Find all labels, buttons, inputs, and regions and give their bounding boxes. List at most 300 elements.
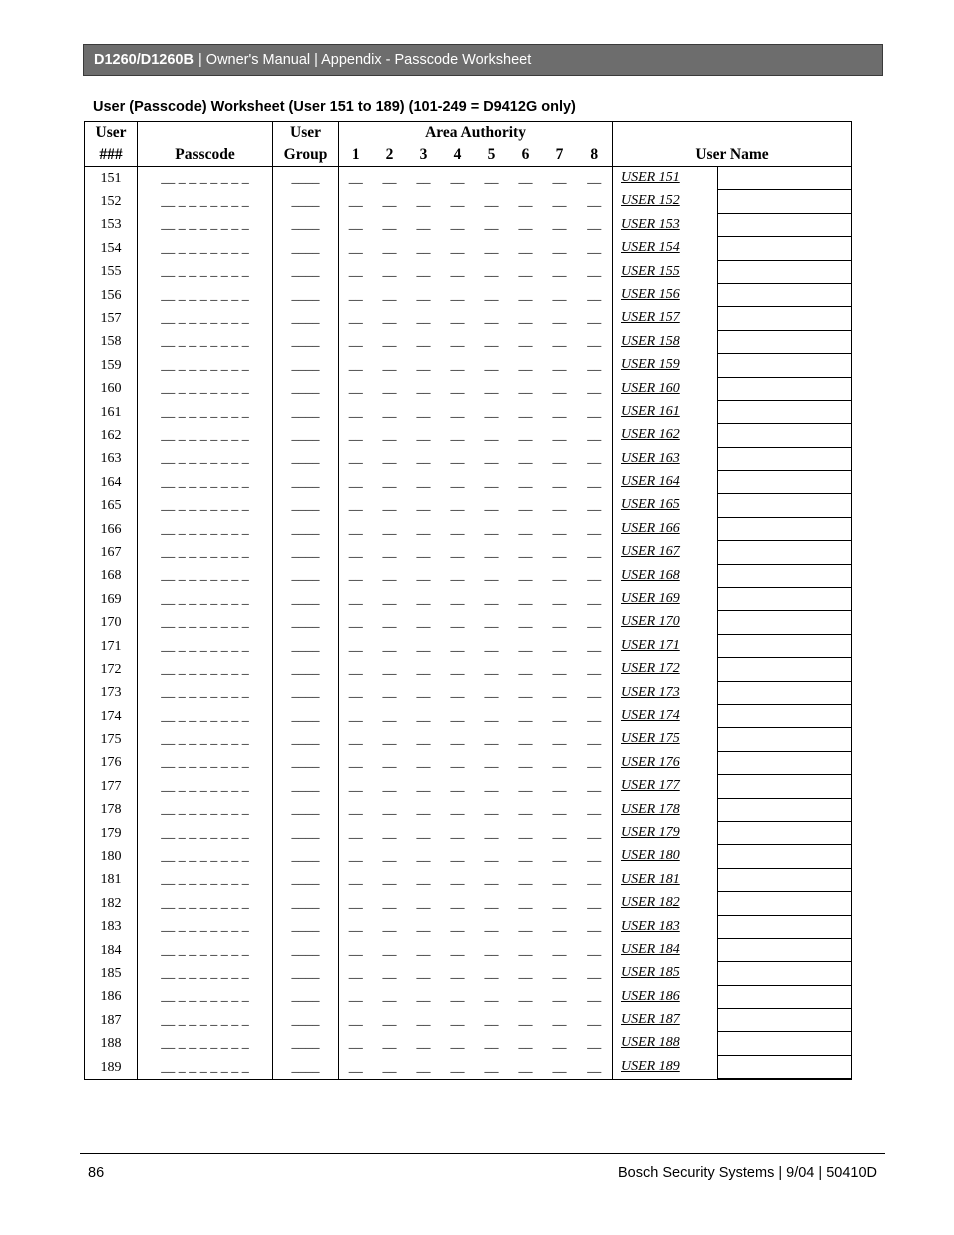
user-group-field[interactable]: ____: [273, 1009, 339, 1032]
area-4-field[interactable]: __: [450, 544, 465, 560]
area-5-field[interactable]: __: [484, 544, 499, 560]
user-name-entry-field[interactable]: [717, 447, 851, 471]
area-3-field[interactable]: __: [416, 357, 431, 373]
area-5-field[interactable]: __: [484, 1036, 499, 1052]
user-group-field[interactable]: ____: [273, 682, 339, 705]
area-7-field[interactable]: __: [552, 451, 567, 467]
user-group-field[interactable]: ____: [273, 822, 339, 845]
area-1-field[interactable]: __: [339, 307, 373, 330]
area-3-field[interactable]: __: [416, 498, 431, 514]
area-3-field[interactable]: __: [416, 427, 431, 443]
area-4-field[interactable]: __: [450, 240, 465, 256]
area-3-field[interactable]: __: [416, 264, 431, 280]
area-3-field[interactable]: __: [416, 615, 431, 631]
passcode-field[interactable]: [138, 284, 273, 307]
area-7-field[interactable]: __: [552, 825, 567, 841]
area-3-field[interactable]: __: [416, 591, 431, 607]
area-5-field[interactable]: __: [484, 240, 499, 256]
area-8-field[interactable]: __: [577, 237, 613, 260]
passcode-field[interactable]: [138, 845, 273, 868]
user-group-field[interactable]: ____: [273, 1056, 339, 1080]
area-4-field[interactable]: __: [450, 708, 465, 724]
area-7-field[interactable]: __: [552, 381, 567, 397]
area-7-field[interactable]: __: [552, 357, 567, 373]
area-4-field[interactable]: __: [450, 217, 465, 233]
area-7-field[interactable]: __: [552, 755, 567, 771]
area-4-field[interactable]: __: [450, 311, 465, 327]
area-8-field[interactable]: __: [577, 565, 613, 588]
area-8-field[interactable]: __: [577, 635, 613, 658]
area-4-field[interactable]: __: [450, 661, 465, 677]
area-1-field[interactable]: __: [339, 822, 373, 845]
area-1-field[interactable]: __: [339, 331, 373, 354]
area-7-field[interactable]: __: [552, 802, 567, 818]
area-7-field[interactable]: __: [552, 661, 567, 677]
passcode-field[interactable]: [138, 986, 273, 1009]
area-7-field[interactable]: __: [552, 170, 567, 186]
area-5-field[interactable]: __: [484, 498, 499, 514]
area-6-field[interactable]: __: [518, 965, 533, 981]
user-name-entry-field[interactable]: [717, 938, 851, 962]
area-4-field[interactable]: __: [450, 427, 465, 443]
passcode-field[interactable]: [138, 565, 273, 588]
area-3-field[interactable]: __: [416, 381, 431, 397]
area-3-field[interactable]: __: [416, 661, 431, 677]
area-1-field[interactable]: __: [339, 869, 373, 892]
area-5-field[interactable]: __: [484, 942, 499, 958]
area-1-field[interactable]: __: [339, 939, 373, 962]
passcode-field[interactable]: [138, 869, 273, 892]
area-7-field[interactable]: __: [552, 638, 567, 654]
area-7-field[interactable]: __: [552, 778, 567, 794]
user-group-field[interactable]: ____: [273, 611, 339, 634]
area-5-field[interactable]: __: [484, 685, 499, 701]
area-8-field[interactable]: __: [577, 284, 613, 307]
area-2-field[interactable]: __: [382, 825, 397, 841]
area-6-field[interactable]: __: [518, 474, 533, 490]
area-6-field[interactable]: __: [518, 732, 533, 748]
user-group-field[interactable]: ____: [273, 331, 339, 354]
passcode-field[interactable]: [138, 752, 273, 775]
area-4-field[interactable]: __: [450, 919, 465, 935]
area-8-field[interactable]: __: [577, 1009, 613, 1032]
user-group-field[interactable]: ____: [273, 799, 339, 822]
user-group-field[interactable]: ____: [273, 261, 339, 284]
passcode-field[interactable]: [138, 1009, 273, 1032]
area-5-field[interactable]: __: [484, 1012, 499, 1028]
user-name-entry-field[interactable]: [717, 307, 851, 331]
area-5-field[interactable]: __: [484, 755, 499, 771]
area-4-field[interactable]: __: [450, 474, 465, 490]
area-3-field[interactable]: __: [416, 287, 431, 303]
area-4-field[interactable]: __: [450, 965, 465, 981]
area-2-field[interactable]: __: [382, 544, 397, 560]
area-5-field[interactable]: __: [484, 708, 499, 724]
area-1-field[interactable]: __: [339, 752, 373, 775]
area-2-field[interactable]: __: [382, 311, 397, 327]
area-7-field[interactable]: __: [552, 427, 567, 443]
user-group-field[interactable]: ____: [273, 705, 339, 728]
passcode-field[interactable]: [138, 378, 273, 401]
user-name-entry-field[interactable]: [717, 751, 851, 775]
area-2-field[interactable]: __: [382, 474, 397, 490]
area-7-field[interactable]: __: [552, 732, 567, 748]
area-7-field[interactable]: __: [552, 264, 567, 280]
area-5-field[interactable]: __: [484, 217, 499, 233]
area-8-field[interactable]: __: [577, 869, 613, 892]
area-8-field[interactable]: __: [577, 986, 613, 1009]
area-8-field[interactable]: __: [577, 424, 613, 447]
area-6-field[interactable]: __: [518, 170, 533, 186]
area-2-field[interactable]: __: [382, 521, 397, 537]
user-name-entry-field[interactable]: [717, 634, 851, 658]
area-8-field[interactable]: __: [577, 448, 613, 471]
area-4-field[interactable]: __: [441, 1056, 475, 1080]
area-3-field[interactable]: __: [416, 989, 431, 1005]
area-2-field[interactable]: __: [382, 919, 397, 935]
area-3-field[interactable]: __: [416, 474, 431, 490]
area-8-field[interactable]: __: [577, 214, 613, 237]
area-2-field[interactable]: __: [382, 965, 397, 981]
area-3-field[interactable]: __: [416, 732, 431, 748]
area-5-field[interactable]: __: [484, 521, 499, 537]
user-name-entry-field[interactable]: [717, 470, 851, 494]
area-2-field[interactable]: __: [382, 498, 397, 514]
area-3-field[interactable]: __: [416, 404, 431, 420]
area-4-field[interactable]: __: [450, 825, 465, 841]
area-6-field[interactable]: __: [518, 778, 533, 794]
area-8-field[interactable]: __: [577, 682, 613, 705]
area-2-field[interactable]: __: [382, 264, 397, 280]
user-group-field[interactable]: ____: [273, 986, 339, 1009]
area-1-field[interactable]: __: [339, 728, 373, 751]
area-5-field[interactable]: __: [484, 802, 499, 818]
user-name-entry-field[interactable]: [717, 798, 851, 822]
area-1-field[interactable]: __: [339, 682, 373, 705]
area-3-field[interactable]: __: [416, 685, 431, 701]
passcode-field[interactable]: [138, 331, 273, 354]
user-name-entry-field[interactable]: [717, 400, 851, 424]
user-name-entry-field[interactable]: [717, 213, 851, 237]
area-4-field[interactable]: __: [450, 615, 465, 631]
passcode-field[interactable]: [138, 494, 273, 517]
area-6-field[interactable]: __: [518, 404, 533, 420]
area-2-field[interactable]: __: [382, 591, 397, 607]
area-2-field[interactable]: __: [382, 451, 397, 467]
user-group-field[interactable]: ____: [273, 588, 339, 611]
area-7-field[interactable]: __: [552, 708, 567, 724]
user-group-field[interactable]: ____: [273, 214, 339, 237]
user-name-entry-field[interactable]: [717, 424, 851, 448]
passcode-field[interactable]: [138, 728, 273, 751]
passcode-field[interactable]: [138, 658, 273, 681]
area-2-field[interactable]: __: [382, 638, 397, 654]
area-8-field[interactable]: __: [577, 775, 613, 798]
area-5-field[interactable]: __: [484, 732, 499, 748]
passcode-field[interactable]: [138, 822, 273, 845]
area-7-field[interactable]: __: [552, 498, 567, 514]
area-2-field[interactable]: __: [382, 802, 397, 818]
user-name-entry-field[interactable]: [717, 377, 851, 401]
area-2-field[interactable]: __: [382, 287, 397, 303]
area-1-field[interactable]: __: [339, 635, 373, 658]
area-8-field[interactable]: __: [577, 705, 613, 728]
area-7-field[interactable]: __: [552, 615, 567, 631]
area-2-field[interactable]: __: [382, 427, 397, 443]
user-name-entry-field[interactable]: [717, 915, 851, 939]
area-4-field[interactable]: __: [450, 287, 465, 303]
area-5-field[interactable]: __: [484, 427, 499, 443]
passcode-field[interactable]: [138, 588, 273, 611]
area-1-field[interactable]: __: [339, 471, 373, 494]
area-2-field[interactable]: __: [382, 849, 397, 865]
area-8-field[interactable]: __: [577, 588, 613, 611]
area-2-field[interactable]: __: [382, 615, 397, 631]
area-1-field[interactable]: __: [339, 986, 373, 1009]
area-7-field[interactable]: __: [552, 544, 567, 560]
area-2-field[interactable]: __: [382, 194, 397, 210]
user-group-field[interactable]: ____: [273, 401, 339, 424]
area-8-field[interactable]: __: [577, 752, 613, 775]
area-7-field[interactable]: __: [543, 1056, 577, 1080]
area-4-field[interactable]: __: [450, 451, 465, 467]
area-7-field[interactable]: __: [552, 849, 567, 865]
area-6-field[interactable]: __: [518, 849, 533, 865]
passcode-field[interactable]: [138, 916, 273, 939]
user-name-entry-field[interactable]: [717, 330, 851, 354]
area-8-field[interactable]: __: [577, 541, 613, 564]
area-4-field[interactable]: __: [450, 404, 465, 420]
area-6-field[interactable]: __: [518, 334, 533, 350]
passcode-field[interactable]: [138, 541, 273, 564]
user-group-field[interactable]: ____: [273, 518, 339, 541]
area-2-field[interactable]: __: [382, 942, 397, 958]
area-5-field[interactable]: __: [484, 404, 499, 420]
area-2-field[interactable]: __: [382, 334, 397, 350]
area-8-field[interactable]: __: [577, 331, 613, 354]
area-1-field[interactable]: __: [339, 541, 373, 564]
area-7-field[interactable]: __: [552, 521, 567, 537]
area-4-field[interactable]: __: [450, 334, 465, 350]
area-6-field[interactable]: __: [518, 311, 533, 327]
user-group-field[interactable]: ____: [273, 752, 339, 775]
area-2-field[interactable]: __: [382, 404, 397, 420]
area-7-field[interactable]: __: [552, 240, 567, 256]
area-2-field[interactable]: __: [382, 357, 397, 373]
area-3-field[interactable]: __: [416, 919, 431, 935]
area-6-field[interactable]: __: [518, 708, 533, 724]
area-2-field[interactable]: __: [382, 240, 397, 256]
passcode-field[interactable]: [138, 635, 273, 658]
area-7-field[interactable]: __: [552, 404, 567, 420]
area-3-field[interactable]: __: [416, 965, 431, 981]
area-4-field[interactable]: __: [450, 498, 465, 514]
area-4-field[interactable]: __: [450, 895, 465, 911]
area-4-field[interactable]: __: [450, 521, 465, 537]
area-1-field[interactable]: __: [339, 611, 373, 634]
area-1-field[interactable]: __: [339, 916, 373, 939]
area-4-field[interactable]: __: [450, 1012, 465, 1028]
area-6-field[interactable]: __: [518, 755, 533, 771]
passcode-field[interactable]: [138, 682, 273, 705]
area-8-field[interactable]: __: [577, 401, 613, 424]
area-2-field[interactable]: __: [382, 217, 397, 233]
user-group-field[interactable]: ____: [273, 658, 339, 681]
area-4-field[interactable]: __: [450, 194, 465, 210]
area-7-field[interactable]: __: [552, 1012, 567, 1028]
area-6-field[interactable]: __: [518, 825, 533, 841]
area-3-field[interactable]: __: [416, 755, 431, 771]
area-6-field[interactable]: __: [518, 1012, 533, 1028]
area-1-field[interactable]: __: [339, 565, 373, 588]
area-1-field[interactable]: __: [339, 237, 373, 260]
area-6-field[interactable]: __: [509, 1056, 543, 1080]
area-4-field[interactable]: __: [450, 264, 465, 280]
user-group-field[interactable]: ____: [273, 728, 339, 751]
user-group-field[interactable]: ____: [273, 284, 339, 307]
area-6-field[interactable]: __: [518, 802, 533, 818]
area-4-field[interactable]: __: [450, 778, 465, 794]
area-3-field[interactable]: __: [416, 1036, 431, 1052]
area-1-field[interactable]: __: [339, 962, 373, 985]
passcode-field[interactable]: [138, 167, 273, 191]
area-4-field[interactable]: __: [450, 849, 465, 865]
area-5-field[interactable]: __: [484, 311, 499, 327]
passcode-field[interactable]: [138, 401, 273, 424]
user-name-entry-field[interactable]: [717, 775, 851, 799]
passcode-field[interactable]: [138, 518, 273, 541]
area-6-field[interactable]: __: [518, 615, 533, 631]
passcode-field[interactable]: [138, 448, 273, 471]
passcode-field[interactable]: [138, 705, 273, 728]
area-7-field[interactable]: __: [552, 591, 567, 607]
area-8-field[interactable]: __: [577, 611, 613, 634]
area-5-field[interactable]: __: [484, 591, 499, 607]
area-6-field[interactable]: __: [518, 989, 533, 1005]
user-name-entry-field[interactable]: [717, 892, 851, 916]
area-8-field[interactable]: __: [577, 378, 613, 401]
area-6-field[interactable]: __: [518, 568, 533, 584]
area-1-field[interactable]: __: [339, 284, 373, 307]
area-5-field[interactable]: __: [484, 194, 499, 210]
area-8-field[interactable]: __: [577, 962, 613, 985]
area-6-field[interactable]: __: [518, 919, 533, 935]
area-3-field[interactable]: __: [416, 638, 431, 654]
user-name-entry-field[interactable]: [717, 190, 851, 214]
user-group-field[interactable]: ____: [273, 424, 339, 447]
area-4-field[interactable]: __: [450, 685, 465, 701]
area-8-field[interactable]: __: [577, 494, 613, 517]
area-1-field[interactable]: __: [339, 1032, 373, 1055]
area-3-field[interactable]: __: [416, 1012, 431, 1028]
area-8-field[interactable]: __: [577, 658, 613, 681]
area-5-field[interactable]: __: [484, 778, 499, 794]
passcode-field[interactable]: [138, 611, 273, 634]
area-1-field[interactable]: __: [339, 518, 373, 541]
area-1-field[interactable]: __: [339, 799, 373, 822]
user-group-field[interactable]: ____: [273, 635, 339, 658]
passcode-field[interactable]: [138, 354, 273, 377]
area-7-field[interactable]: __: [552, 217, 567, 233]
area-3-field[interactable]: __: [416, 217, 431, 233]
area-3-field[interactable]: __: [416, 778, 431, 794]
area-7-field[interactable]: __: [552, 287, 567, 303]
user-name-entry-field[interactable]: [717, 611, 851, 635]
area-7-field[interactable]: __: [552, 334, 567, 350]
user-name-entry-field[interactable]: [717, 564, 851, 588]
area-6-field[interactable]: __: [518, 217, 533, 233]
user-name-entry-field[interactable]: [717, 821, 851, 845]
area-2-field[interactable]: __: [373, 1056, 407, 1080]
user-group-field[interactable]: ____: [273, 939, 339, 962]
area-1-field[interactable]: __: [339, 892, 373, 915]
passcode-field[interactable]: [138, 1056, 273, 1080]
area-7-field[interactable]: __: [552, 311, 567, 327]
area-2-field[interactable]: __: [382, 685, 397, 701]
area-7-field[interactable]: __: [552, 989, 567, 1005]
passcode-field[interactable]: [138, 214, 273, 237]
passcode-field[interactable]: [138, 799, 273, 822]
area-8-field[interactable]: __: [577, 728, 613, 751]
user-group-field[interactable]: ____: [273, 378, 339, 401]
area-3-field[interactable]: __: [416, 334, 431, 350]
area-5-field[interactable]: __: [484, 170, 499, 186]
area-8-field[interactable]: __: [577, 167, 613, 191]
area-5-field[interactable]: __: [484, 919, 499, 935]
area-7-field[interactable]: __: [552, 194, 567, 210]
user-name-entry-field[interactable]: [717, 845, 851, 869]
area-6-field[interactable]: __: [518, 521, 533, 537]
area-2-field[interactable]: __: [382, 1012, 397, 1028]
area-3-field[interactable]: __: [416, 802, 431, 818]
passcode-field[interactable]: [138, 424, 273, 447]
area-1-field[interactable]: __: [339, 214, 373, 237]
area-1-field[interactable]: __: [339, 658, 373, 681]
area-5-field[interactable]: __: [484, 895, 499, 911]
area-6-field[interactable]: __: [518, 942, 533, 958]
area-5-field[interactable]: __: [484, 334, 499, 350]
area-3-field[interactable]: __: [416, 895, 431, 911]
user-name-entry-field[interactable]: [717, 283, 851, 307]
area-3-field[interactable]: __: [416, 194, 431, 210]
area-7-field[interactable]: __: [552, 965, 567, 981]
area-5-field[interactable]: __: [484, 872, 499, 888]
passcode-field[interactable]: [138, 261, 273, 284]
area-2-field[interactable]: __: [382, 895, 397, 911]
user-group-field[interactable]: ____: [273, 869, 339, 892]
area-3-field[interactable]: __: [407, 1056, 441, 1080]
area-8-field[interactable]: __: [577, 307, 613, 330]
area-6-field[interactable]: __: [518, 287, 533, 303]
area-4-field[interactable]: __: [450, 989, 465, 1005]
passcode-field[interactable]: [138, 307, 273, 330]
area-5-field[interactable]: __: [484, 474, 499, 490]
area-6-field[interactable]: __: [518, 357, 533, 373]
area-3-field[interactable]: __: [416, 872, 431, 888]
area-3-field[interactable]: __: [416, 942, 431, 958]
area-1-field[interactable]: __: [339, 167, 373, 191]
area-8-field[interactable]: __: [577, 518, 613, 541]
user-name-entry-field[interactable]: [717, 494, 851, 518]
area-6-field[interactable]: __: [518, 427, 533, 443]
passcode-field[interactable]: [138, 190, 273, 213]
area-2-field[interactable]: __: [382, 989, 397, 1005]
area-5-field[interactable]: __: [484, 638, 499, 654]
area-8-field[interactable]: __: [577, 471, 613, 494]
user-group-field[interactable]: ____: [273, 190, 339, 213]
area-8-field[interactable]: __: [577, 1056, 613, 1080]
area-8-field[interactable]: __: [577, 892, 613, 915]
